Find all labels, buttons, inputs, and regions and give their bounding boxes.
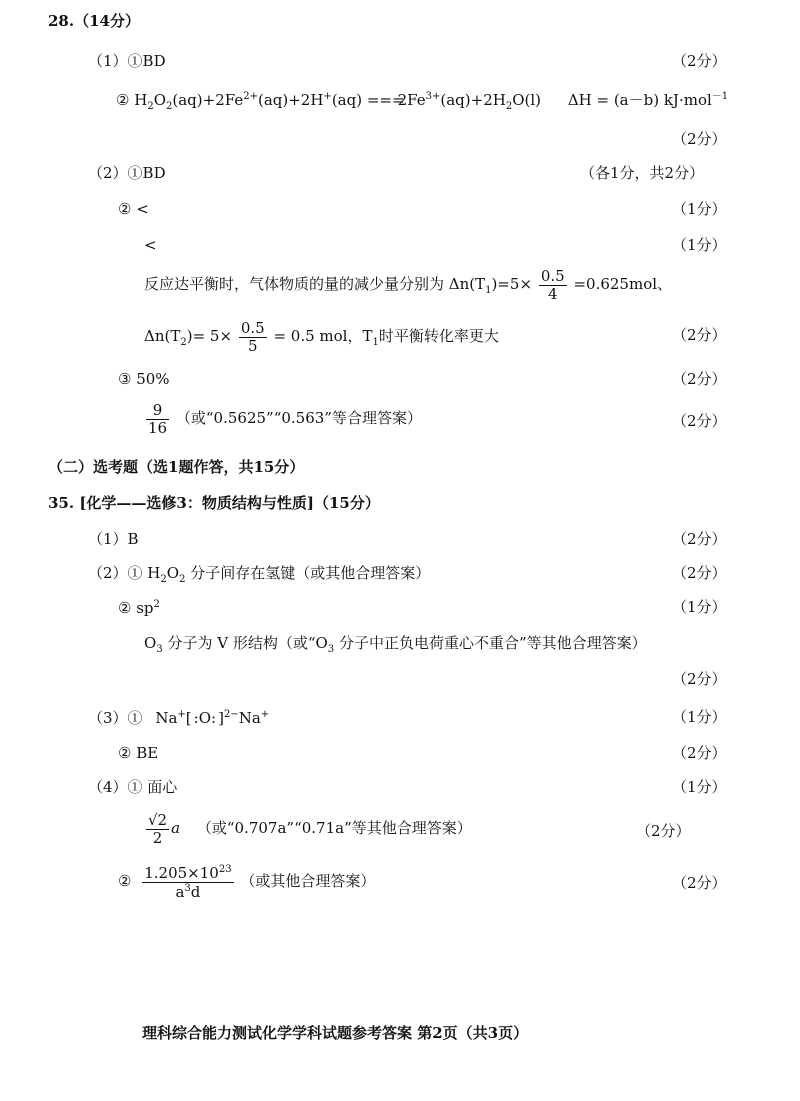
q35-p3-1 xyxy=(88,710,269,726)
lewis-na: Na xyxy=(155,709,178,727)
q28-p2-1-label: （2）①BD xyxy=(88,164,166,182)
q35-p2-3-score: （2分） xyxy=(672,670,727,688)
q35-p4-2 xyxy=(118,864,375,900)
q35-p3-1-score: （1分） xyxy=(672,708,727,726)
q28-p1-2-equation xyxy=(116,92,728,112)
answer-text: O xyxy=(144,634,157,652)
fraction-denominator: 5 xyxy=(247,336,258,355)
q35-p1-score: （2分） xyxy=(672,530,727,548)
lewis-charge: + xyxy=(260,709,270,720)
formula-sup: 3+ xyxy=(425,91,441,102)
fraction-denominator: 4 xyxy=(547,284,558,303)
q35-p2-3 xyxy=(144,636,647,655)
q28-p1-1-score: （2分） xyxy=(672,52,727,70)
explain-sub: 2 xyxy=(180,337,187,348)
q28-p1-1-label: （1）①BD xyxy=(88,52,166,70)
formula-sup: 2+ xyxy=(243,91,258,102)
formula-part: H xyxy=(134,91,148,109)
denominator-text: d xyxy=(190,882,201,901)
q28-p2-2a-label: ② < xyxy=(118,200,149,218)
formula-part: (aq)+2H xyxy=(440,91,506,109)
q28-p2-3b xyxy=(144,402,422,436)
explain-text: =0.625mol、 xyxy=(573,275,673,293)
explain-sub: 1 xyxy=(485,285,492,296)
q28-p1-2-label: ② xyxy=(116,91,130,109)
lewis-bracket: ] xyxy=(218,709,224,727)
page-footer: 理科综合能力测试化学学科试题参考答案 第2页（共3页） xyxy=(142,1024,529,1042)
fraction-numerator: √2 xyxy=(148,811,168,829)
lewis-charge: 2− xyxy=(223,709,239,720)
q28-header: 28.（14分） xyxy=(48,12,140,30)
formula-sub: 2 xyxy=(166,101,173,112)
fraction-denominator: 16 xyxy=(148,418,168,437)
lewis-charge: + xyxy=(177,709,186,720)
formula-part: 2Fe xyxy=(397,91,426,109)
alt-answer-text: （或“0.5625”“0.563”等合理答案） xyxy=(175,409,422,427)
denominator-text: a xyxy=(175,882,185,901)
answer-text: 分子间存在氢键（或其他合理答案） xyxy=(185,564,431,582)
q35-p2-2-label: ② sp xyxy=(118,599,154,617)
denominator-sup: 3 xyxy=(184,882,191,894)
q35-p2-1 xyxy=(88,566,430,585)
q28-explain-line1 xyxy=(144,268,672,302)
formula-part: O xyxy=(153,91,167,109)
explain-sub: 1 xyxy=(372,337,379,348)
formula-part: O(l) xyxy=(512,91,542,109)
q35-p3-2-score: （2分） xyxy=(672,744,727,762)
q35-p2-1-label: （2）① H xyxy=(88,564,161,582)
q35-p4-1-score: （1分） xyxy=(672,778,727,796)
q35-header: 35. [化学——选修3：物质结构与性质]（15分） xyxy=(48,494,380,512)
section2-heading: （二）选考题（选1题作答，共15分） xyxy=(48,458,305,476)
fraction-denominator xyxy=(142,883,233,901)
fraction-numerator xyxy=(142,864,233,883)
q35-p4-1b xyxy=(144,812,472,846)
q28-explain-line2 xyxy=(144,320,499,354)
formula-sub: 2 xyxy=(505,101,513,112)
numerator-text: 1.205×10 xyxy=(144,864,219,882)
lewis-bracket: [ xyxy=(185,709,192,727)
variable-a: a xyxy=(171,819,181,837)
formula-sub: 2 xyxy=(160,574,167,585)
q35-p2-2 xyxy=(118,600,160,616)
q28-p2-3-score: （2分） xyxy=(672,370,727,388)
explain-text: 时平衡转化率更大 xyxy=(378,327,499,345)
fraction xyxy=(539,268,567,302)
q35-p4-2-label: ② xyxy=(118,872,132,890)
lewis-o: O xyxy=(198,709,212,727)
fraction-numerator: 0.5 xyxy=(540,267,565,285)
formula-sub: 3 xyxy=(327,644,335,655)
q28-p2-2a-score: （1分） xyxy=(672,200,727,218)
q35-p4-1-label: （4）① 面心 xyxy=(88,778,178,796)
fraction xyxy=(142,864,233,900)
q35-p1-label: （1）B xyxy=(88,530,139,548)
alt-answer-text: （或其他合理答案） xyxy=(240,872,376,890)
formula-part: (aq)+2Fe xyxy=(172,91,244,109)
explain-text: = 0.5 mol，T xyxy=(273,327,373,345)
formula-sub: 2 xyxy=(147,101,154,112)
q28-p1-2-score: （2分） xyxy=(672,130,727,148)
formula-sub: 2 xyxy=(179,574,186,585)
fraction xyxy=(239,320,267,354)
formula-part: O xyxy=(166,564,180,582)
fraction-numerator: 9 xyxy=(146,402,169,420)
fraction-denominator: 2 xyxy=(152,828,163,847)
lewis-na: Na xyxy=(238,709,261,727)
equals-sign: === xyxy=(366,91,405,109)
lewis-oxygen: :O: xyxy=(193,709,217,727)
fraction xyxy=(146,812,169,846)
formula-sup: 2 xyxy=(153,599,160,610)
formula-sub: 3 xyxy=(156,644,163,655)
q28-p2-2b-label: < xyxy=(144,236,157,254)
alt-answer-text: （或“0.707a”“0.71a”等其他合理答案） xyxy=(196,819,472,837)
formula-part: (aq)+2H xyxy=(257,91,324,109)
answer-text: 分子中正负电荷重心不重合”等其他合理答案） xyxy=(334,634,647,652)
explain-text: )= 5× xyxy=(186,327,233,345)
formula-part: (aq) xyxy=(331,91,363,109)
q28-p2-1-score: （各1分，共2分） xyxy=(580,164,705,182)
enthalpy-unit-sup: －1 xyxy=(711,91,729,102)
q35-p3-1-label: （3）① xyxy=(88,709,143,727)
explain-text: Δn(T xyxy=(144,327,181,345)
q28-p2-3b-score: （2分） xyxy=(672,412,727,430)
enthalpy-value: ΔH = (a－b) kJ·mol xyxy=(567,91,712,109)
q35-p3-2-label: ② BE xyxy=(118,744,159,762)
q35-p4-1b-score: （2分） xyxy=(636,822,691,840)
fraction xyxy=(146,402,169,436)
q35-p2-2-score: （1分） xyxy=(672,598,727,616)
explain-text: 反应达平衡时，气体物质的量的减少量分别为 Δn(T xyxy=(144,275,486,293)
q35-p2-1-score: （2分） xyxy=(672,564,727,582)
answer-text: 分子为 V 形结构（或“O xyxy=(162,634,328,652)
q28-p2-2b-score: （1分） xyxy=(672,236,727,254)
q28-explain-score: （2分） xyxy=(672,326,727,344)
q28-p2-3-label: ③ 50% xyxy=(118,370,170,388)
formula-sup: + xyxy=(323,91,332,102)
fraction-numerator: 0.5 xyxy=(240,319,265,337)
explain-text: )=5× xyxy=(491,275,533,293)
numerator-sup: 23 xyxy=(218,864,232,875)
q35-p4-2-score: （2分） xyxy=(672,874,727,892)
